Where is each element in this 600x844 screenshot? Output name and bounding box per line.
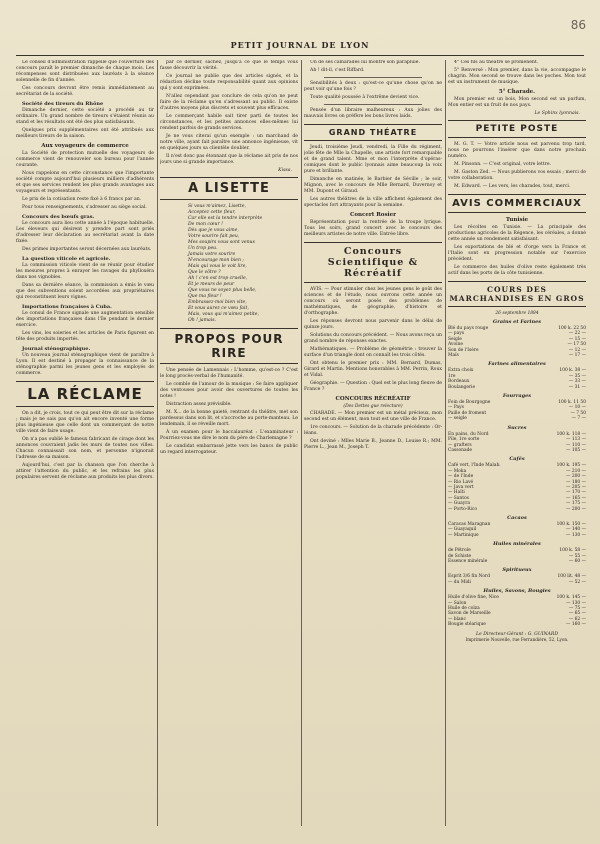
paragraph: Solutions du concours précédent. — Nous avons reçu un grand nombre de réponses exactes. [304, 333, 442, 344]
price-item: Blé du pays rouge [448, 326, 489, 331]
price-value: — 200 — [566, 474, 586, 480]
price-item: de Schiste [448, 553, 472, 559]
price-value: 100 k. 38 — [559, 368, 586, 374]
divider [324, 77, 422, 78]
paragraph: Ont obtenu le premier prix : MM. Bernard, Dumas, Girard et Martin. Mentions honorables à MM. Perrin, Roux et Vidal. [304, 361, 442, 378]
section-text [16, 311, 154, 343]
price-item: — Santos [448, 495, 469, 501]
paragraph: Dimanche dernier, cette société a procédé au tir ordinaire. Un grand nombre de tireurs s'étaient réunis au stand et les résultats ont été des plus satisfaisants. [16, 108, 154, 125]
section-title: Journal sténographique. [22, 346, 91, 352]
price-value: — 140 — [566, 527, 586, 533]
article-text [304, 60, 442, 74]
reclame-text [16, 411, 154, 481]
paragraph: Les autres théâtres de la ville affichent également des spectacles fort attrayants pour la semaine. [304, 197, 442, 208]
price-row [448, 533, 586, 538]
poem-line: Que vous ne soyez plus belle, [188, 288, 257, 293]
price-value: — 62 — [568, 616, 586, 622]
recreatif-text [304, 411, 442, 451]
charade-signature: Le Sphinx lyonnais. [534, 111, 580, 116]
price-section-title: Huiles minérales [493, 541, 541, 548]
price-value: 100 lit. 48 — [557, 574, 586, 580]
paragraph: Jeudi, troisième Jeudi, vendredi, la Fille du régiment, jolie fête de Mlle la Chapelle, une artiste fort remarquable et de grand talent. Mme et mon l'interprète d'opéras-comiques dont le public lyonnais aime beaucoup la voix pure et brillante. [304, 145, 442, 174]
paragraph: Une pensée de Lamennais : L'homme, qu'est-ce ? C'est le long procès-verbal de l'humanité. [160, 368, 298, 379]
price-item: Bougie stéarique [448, 622, 486, 628]
section-text [16, 151, 154, 211]
paragraph: Pensée d'un libraire malheureux : Aux jolies des mauvais livres on préfère les bons livres laids. [304, 108, 442, 119]
poem-line: Car elle est la tendre interprète [188, 216, 263, 221]
price-row [448, 580, 586, 585]
poem-line: Acceptez cette fleur, [188, 210, 236, 215]
section-text [16, 108, 154, 140]
price-value: — 60 — [568, 559, 586, 564]
poem-line: Votre sourire fait peu, [188, 234, 240, 239]
price-value: — 110 — [566, 442, 586, 448]
paragraph: Représentation pour la rentrée de la troupe lyrique. Tous les soirs, grand concert avec le concours des meilleurs artistes de notre ville. Entrée libre. [304, 220, 442, 237]
lisette-title: A LISETTE [160, 177, 298, 200]
price-value: — 165 — [566, 495, 586, 501]
paragraph: M. G. T. — Votre article nous est parvenu trop tard, nous ne pourrons l'insérer que dans notre prochain numéro. [448, 142, 586, 159]
price-value: — 200 — [566, 506, 586, 512]
divider [324, 104, 422, 105]
paragraph: Les exportations de blé et d'orge vers la France et l'Italie sont en progression notable sur l'exercice précédent. [448, 245, 586, 262]
price-item: Huile d'olive fine, Nice [448, 595, 499, 601]
lisette-poem [188, 204, 298, 324]
paragraph: N'allez cependant pas conclure de cela qu'on ne peut faire de la réclame qu'en s'adressant au public. Il existe d'autres moyens plus discrets et souvent plus efficaces. [160, 94, 298, 111]
paragraph: Le conseil d'administration rappelle que l'ouverture des concours paraît le premier dimanche de chaque mois. Les récompenses sont distribuées aux lauréats à la séance solennelle de fin d'année. [16, 60, 154, 83]
price-item: Café vert, l'Inde Malab. [448, 463, 501, 469]
price-value: — 17 — [568, 353, 586, 359]
poem-line: Un trop peu. [188, 246, 218, 251]
paragraph: Pour tous renseignements, s'adresser au siège social. [22, 205, 147, 210]
section-title: Concours des bœufs gras. [22, 214, 95, 220]
price-value: — 10 — [568, 405, 586, 411]
director-signature: Le Directeur-Gérant : G. GUINARD [476, 631, 558, 637]
price-item: — Martinique [448, 532, 479, 538]
price-item: — pays [448, 331, 464, 337]
paragraph: Les réponses devront nous parvenir dans le délai de quinze jours. [304, 319, 442, 330]
price-section-title: Cafés [509, 456, 525, 463]
price-item: — Moka [448, 468, 467, 474]
paragraph: Ont deviné : Mlles Marie B., Jeanne D., Louise R.; MM. Pierre L., Jean M., Joseph T. [304, 439, 442, 450]
cours-date: 26 septembre 1884 [495, 311, 539, 316]
poem-line: Embrassez-moi bien vite, [188, 300, 247, 305]
concert-title: Concert Rosier [349, 212, 397, 218]
price-value: — 52 — [568, 579, 586, 585]
price-item: Essence minérale [448, 559, 488, 564]
price-value: — 33 — [568, 379, 586, 385]
price-value: — 130 — [566, 532, 586, 538]
concert-text [304, 220, 442, 238]
reclame-title: LA RÉCLAME [16, 381, 154, 407]
paragraph: On a dit, je crois, tout ce qui peut être dit sur la réclame ; mais je ne sais pas qu'on ait encore inventé une forme plus ingénieuse que celle dont un commerçant de notre ville vient de faire usage. [16, 411, 154, 434]
article-text [304, 108, 442, 120]
price-item: — seigle [448, 416, 467, 422]
paragraph: Quelques prix supplémentaires ont été attribués aux meilleurs tireurs de la saison. [16, 128, 154, 139]
concours-text [304, 287, 442, 393]
poem-line: Oh ! jamais. [188, 318, 217, 323]
price-item: Boulangerie [448, 384, 476, 390]
paragraph: Un de ses camarades lui montre son parapluie. [310, 60, 420, 65]
price-section-title: Fourrages [502, 393, 532, 400]
poem-line: Que le vôtre ? [188, 270, 221, 275]
paragraph: Le candidat embarrassé jette vers les bancs de public un regard interrogateur. [160, 444, 298, 455]
paragraph: Des primes importantes seront décernées aux lauréats. [22, 247, 152, 252]
paragraph: Toute qualité poussée à l'extrême devient vice. [310, 95, 420, 100]
price-item: — de l'Inde [448, 474, 474, 480]
price-item: — grafters [448, 442, 472, 448]
price-item: Esprit 3/6 fin Nord [448, 574, 490, 580]
poem-line: Mais qui vous le voit lire, [188, 264, 247, 269]
price-value: — 7 50 [570, 410, 586, 416]
poem-line: Et vous aurez ce vœu fait, [188, 306, 249, 311]
price-row [448, 416, 586, 421]
petite-poste-text [448, 142, 586, 190]
paragraph: Les vins, les soieries et les articles de Paris figurent en tête des produits importés. [16, 331, 154, 342]
paragraph: Le commerçant habile sait tirer parti de toutes les circonstances, et les petites annonces elles-mêmes lui rendent parfois de grands services. [160, 114, 298, 131]
poem-line: Mais, vous qui m'aimez petite, [188, 312, 259, 317]
paragraph: La Société de protection mutuelle des voyageurs de commerce vient de renouveler son bureau pour l'année courante. [16, 151, 154, 168]
paragraph: Nous rappelons en cette circonstance que l'importante société compte aujourd'hui plusieurs milliers d'adhérents et que ses services rendent les plus grands avantages aux voyageurs et représentants. [16, 171, 154, 194]
grand-theatre-title: GRAND THÉATRE [304, 124, 442, 141]
paragraph: Les récoltes en Tunisie. — La principale des productions agricoles de la Régence, les céréales, a donné cette année un rendement satisfaisant. [448, 225, 586, 242]
price-value: 100 k. 22 50 [558, 326, 586, 331]
price-row [448, 622, 586, 627]
paragraph: On n'a pas oublié le fameux fabricant de cirage dont les annonces couvraient jadis les murs de toutes nos villes. Chacun connaissait son nom, et personne n'ignorait l'adresse de sa maison. [16, 437, 154, 460]
price-item: — Guayaquil [448, 527, 477, 533]
paragraph: À un examen pour le baccalauréat : L'examinateur : Pourriez-vous me dire le nom du père de Charlemagne ? [160, 430, 298, 441]
poem-line: Dès que je vous aime, [188, 228, 239, 233]
paragraph: Le comble de l'amour de la musique : Se faire appliquer des ventouses pour avoir des ouvertures de toutes les notes ! [160, 382, 298, 399]
paragraph: Le prix de la cotisation reste fixé à 6 francs par an. [22, 197, 142, 202]
section-title: La question viticole et agricole. [22, 256, 111, 262]
poem-line: Que ma fleur ! [188, 294, 222, 299]
price-item: — Pays [448, 405, 464, 411]
price-item: — Haïti [448, 490, 465, 496]
price-item: Huile de colza [448, 606, 480, 612]
page-header: PETIT JOURNAL DE LYON [230, 40, 370, 50]
paragraph: Je ne vous citerai qu'un exemple : un marchand de notre ville, ayant fait paraître une annonce ingénieuse, vit en quelques jours sa clientèle doubler. [160, 134, 298, 151]
price-row [448, 353, 586, 358]
propos-text [160, 368, 298, 456]
charade-title: 5° Charade. [498, 89, 536, 95]
column-divider [301, 60, 302, 826]
paragraph: Ce journal ne publie que des articles signés, et la rédaction décline toute responsabilité quant aux opinions qui y sont exprimées. [160, 74, 298, 91]
price-item: Extra choix [448, 368, 474, 374]
price-section-title: Grains et Farines [492, 319, 542, 325]
paragraph: Mathématiques. — Problème de géométrie : trouver la surface d'un triangle dont on connaît les trois côtés. [304, 347, 442, 358]
price-item: Maïs [448, 353, 459, 359]
paragraph: Géographie. — Question : Quel est le plus long fleuve de France ? [304, 381, 442, 392]
price-item: — Guayra [448, 501, 470, 507]
poem-line: Jamais votre sourire [188, 252, 236, 257]
price-row [448, 385, 586, 390]
price-item: — Java vert [448, 484, 474, 490]
poem-line: Et je meurs de peur [188, 282, 235, 287]
poem-line: Ah ! c'en est trop cruelle, [188, 276, 248, 281]
paragraph: Le commerce des huiles d'olive reste également très actif dans les ports de la côte tunisienne. [448, 265, 586, 276]
paragraph: M. Gaston Zed. — Nous publierons vos essais ; merci de votre collaboration. [448, 170, 586, 181]
price-value: — 22 — [568, 331, 586, 337]
paragraph: 4° Ces fils au théâtre se promènent. [454, 60, 539, 65]
price-table [448, 319, 586, 628]
column-2 [160, 60, 298, 826]
section-text [16, 263, 154, 301]
concours-title: Concours Scientifique & Récréatif [304, 242, 442, 283]
paragraph: M. Pinsonn. — C'est original, votre lettre. [454, 162, 552, 167]
recreatif-subtitle: (Des Dettes gue relecture) [343, 404, 403, 409]
poem-line: De mon cœur ! [188, 222, 223, 227]
paragraph: La commission viticole vient de se réunir pour étudier les mesures propres à enrayer les ravages du phylloxéra dans nos vignobles. [16, 263, 154, 280]
price-value: — 31 — [568, 384, 586, 390]
paragraph: Aujourd'hui, c'est par la chanson que l'on cherche à attirer l'attention du public, et les refrains les plus populaires servent de réclame aux produits les plus divers. [16, 463, 154, 480]
price-section-title: Spiritueux [502, 567, 532, 574]
price-value: — 113 — [566, 437, 586, 443]
price-value: — 7 — [571, 416, 586, 422]
section-title: Importations françaises à Cuba. [22, 304, 112, 310]
article-signature: Kissa. [278, 168, 292, 173]
article-text [304, 81, 442, 101]
intro-text [16, 60, 154, 98]
price-row [448, 507, 586, 512]
price-value: — 160 — [566, 622, 586, 628]
paragraph: Ah ! dit-il, c'est Riffard. [310, 68, 365, 73]
price-value: — 65 — [568, 611, 586, 617]
price-item: Paille de froment [448, 410, 487, 416]
price-value: 100 k. 195 — [556, 463, 586, 469]
price-value: — 170 — [566, 490, 586, 496]
price-value: — 55 — [568, 553, 586, 559]
poem-line: Mes soupirs vous sont venus [188, 240, 255, 245]
price-section-title: Farines alimentaires [488, 361, 546, 368]
grand-theatre-text [304, 145, 442, 209]
paragraph: M. X... de la bonne gaieté, rentrant du théâtre, met son pardessus dans son lit, et s'accroche au porte-manteau. Le lendemain, il se réveille mort. [160, 410, 298, 427]
header-rule [16, 55, 584, 56]
price-value: — 180 — [566, 479, 586, 485]
column-3 [304, 60, 442, 826]
paragraph: Dimanche en matinée, le Barbier de Séville ; le soir, Mignon, avec le concours de Mlle Bernard, Duvernoy et MM. Dupont et Giraud. [304, 177, 442, 194]
price-value: 100 k. 11 50 [558, 400, 586, 406]
price-value: 100 k. 118 — [556, 431, 586, 437]
petite-poste-title: PETITE POSTE [448, 120, 586, 138]
paragraph: Mon premier est un bois, Mon second est un parfum, Mon entier est un fruit de nos pays. [448, 97, 586, 108]
column-divider [157, 60, 158, 826]
page-number: 86 [570, 18, 586, 32]
price-item: Pile, 1re sorte [448, 437, 480, 443]
price-item: 1re [448, 373, 456, 379]
price-value: — 35 — [568, 373, 586, 379]
price-item: En pains, du Nord [448, 431, 489, 437]
paragraph: par ce dernier, sachez, jusqu'à ce que le temps vous fasse découvrir la vérité. [160, 60, 298, 71]
price-value: — 12 — [568, 347, 586, 353]
price-value: — 175 — [566, 501, 586, 507]
paragraph: Dans sa dernière séance, la commission a émis le vœu que des subventions soient accordées aux propriétaires qui reconstituent leurs vignes. [16, 283, 154, 300]
price-section-title: Huiles, Savons, Bougies [483, 588, 551, 595]
paragraph: Le consul de France signale une augmentation sensible des importations françaises dans l'île pendant le dernier exercice. [16, 311, 154, 328]
price-item: Caracas Maragnan [448, 521, 491, 527]
section-title: Aux voyageurs de commerce [41, 143, 129, 149]
paragraph: Le concours aura lieu cette année à l'époque habituelle. Les éleveurs qui désirent y prendre part sont priés d'adresser leur déclaration au secrétariat avant la date fixée. [16, 221, 154, 244]
price-value: — 205 — [566, 484, 586, 490]
price-item: Cassonade [448, 447, 472, 453]
charade-text [448, 97, 586, 109]
price-item: Bordeaux [448, 379, 470, 385]
paragraph: Un nouveau journal sténographique vient de paraître à Lyon. Il est destiné à propager la connaissance de la sténographie parmi les jeunes gens et les employés de commerce. [16, 353, 154, 376]
price-value: — 130 — [566, 600, 586, 606]
price-value: — 17 50 [567, 342, 586, 348]
price-item: de Pétrole [448, 548, 471, 554]
price-value: 100 k. 150 — [556, 521, 586, 527]
price-value: — 210 — [566, 468, 586, 474]
poem-line: N'encourage mon bien ; [188, 258, 244, 263]
column-divider [445, 60, 446, 826]
price-item: Son de l'Isère [448, 347, 479, 353]
paragraph: AVIS. — Pour stimuler chez les jeunes gens le goût des sciences et de l'étude, nous ouvrons cette année un concours où seront posés des problèmes de mathématiques, de géographie, d'histoire et d'orthographe. [304, 287, 442, 316]
price-item: Seigle [448, 336, 462, 342]
price-value: — 15 — [568, 336, 586, 342]
price-row [448, 448, 586, 453]
article-text [160, 60, 298, 166]
price-item: — Rio Lavé [448, 479, 474, 485]
section-text [16, 353, 154, 377]
paragraph: 1re concours. — Solution de la charade précédente : Or-léans. [304, 425, 442, 436]
price-value: 100 k. 58 — [559, 548, 586, 554]
paragraph: Distraction assez prévisible. [166, 402, 232, 407]
avis-subtitle: Tunisie [505, 217, 529, 223]
recreatif-continued [448, 60, 586, 86]
avis-text [448, 225, 586, 277]
column-1 [16, 60, 154, 826]
recreatif-title: CONCOURS RÉCRÉATIF [335, 396, 411, 402]
paragraph: Il n'est donc pas étonnant que la réclame ait pris de nos jours une si grande importance. [160, 154, 298, 165]
price-section-title: Sucres [507, 424, 527, 431]
avis-commerciaux-title: AVIS COMMERCIAUX [448, 194, 586, 213]
price-item: — Porto-Rico [448, 506, 478, 512]
cours-title: COURS DES MARCHANDISES EN GROS [448, 281, 586, 307]
paragraph: Sensibilités à deux : qu'est-ce qu'une chose qu'on ne peut voir qu'une fois ? [304, 81, 442, 92]
price-value: — 105 — [566, 447, 586, 453]
paragraph: CHARADE. — Mon premier est un métal précieux, mon second est un élément, mon tout est une ville de France. [304, 411, 442, 422]
paragraph: Ces concours devront être remis immédiatement au secrétariat de la société. [16, 86, 154, 97]
price-value: 100 k. 145 — [556, 595, 586, 601]
price-item: Avoine [448, 342, 463, 348]
column-4 [448, 60, 586, 826]
price-item: — Salon [448, 600, 467, 606]
price-item: Foin de Bourgogne [448, 400, 491, 406]
price-item: — du Midi [448, 579, 471, 585]
paragraph: M. Edward. — Les vers, les charades, tout, merci. [454, 184, 571, 189]
price-item: Savon de Marseille [448, 611, 491, 617]
section-title: Société des tireurs du Rhône [22, 101, 104, 107]
section-text [16, 221, 154, 253]
price-value: — 75 — [568, 606, 586, 612]
poem-line: Si vous m'aimez, Lisette, [188, 204, 246, 209]
propos-title: PROPOS POUR RIRE [160, 328, 298, 364]
price-row [448, 559, 586, 564]
price-item: — blanc [448, 616, 466, 622]
paragraph: 5° Renversé : Mon premier, dans la vie, accompagne le chagrin. Mon second se trouve dans les poches. Mon tout est un instrument de musique. [448, 68, 586, 85]
price-section-title: Cacaos [507, 514, 527, 521]
imprint: Imprimerie Nouvelle, rue Ferrandière, 52, Lyon. [465, 636, 569, 642]
